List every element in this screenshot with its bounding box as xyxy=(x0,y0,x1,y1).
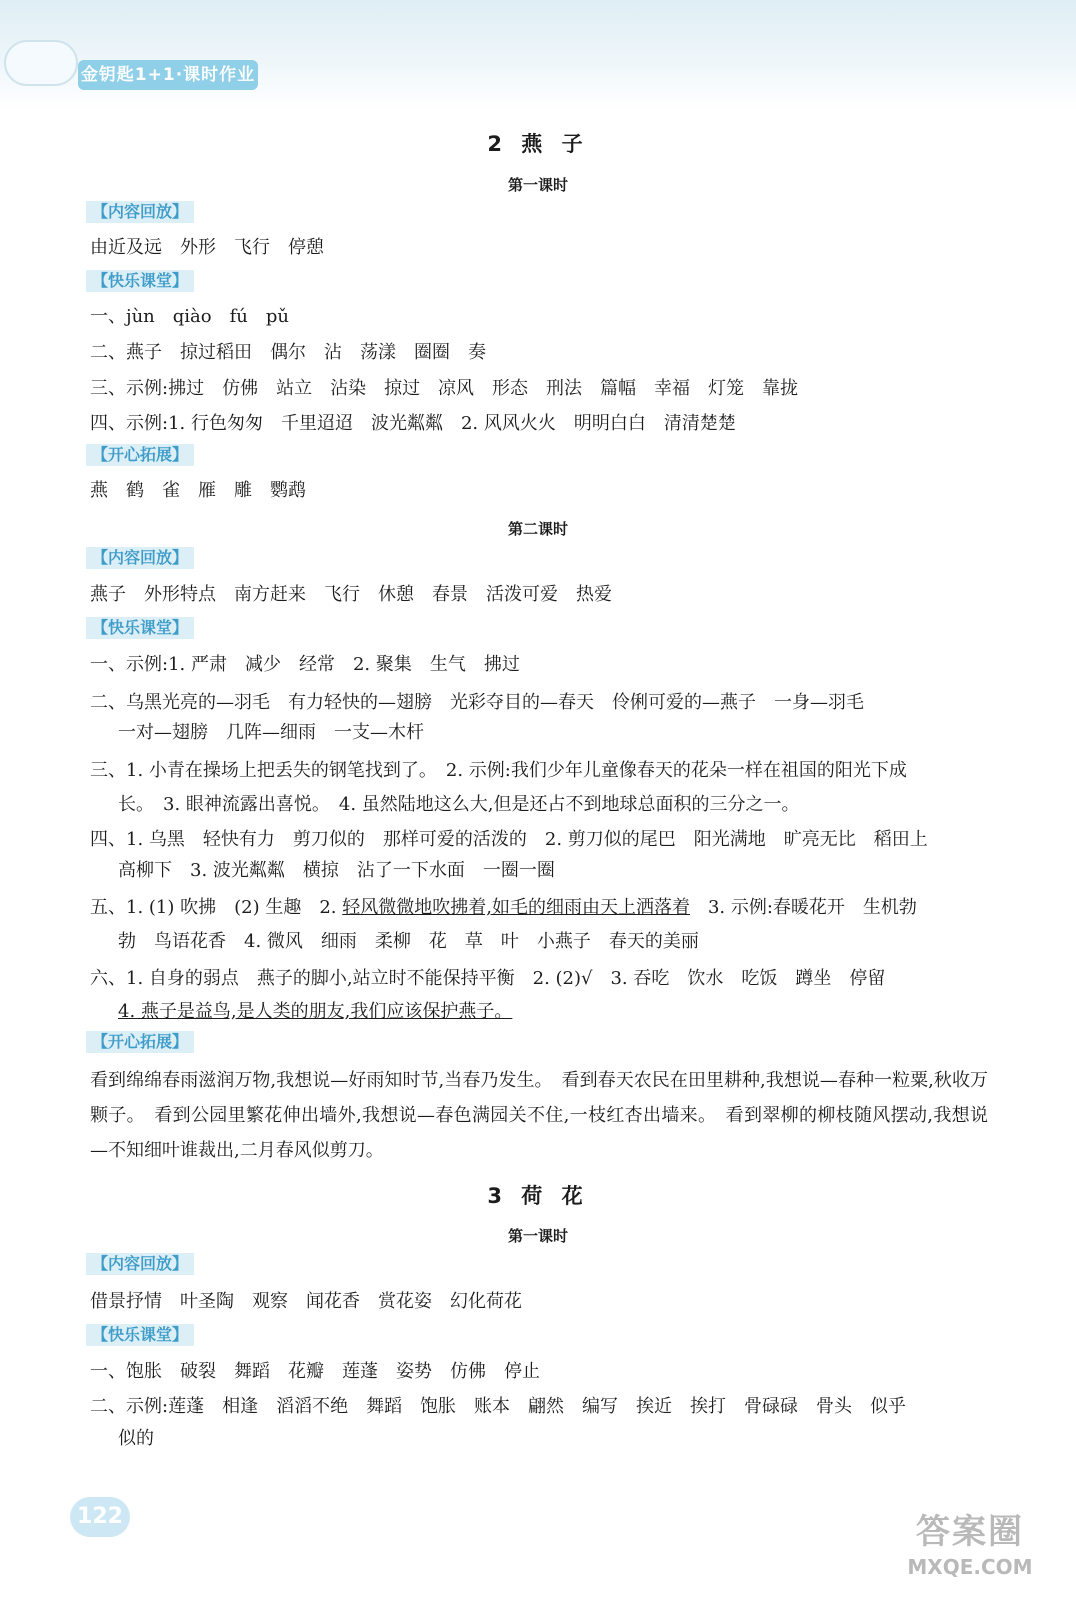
answer-line: 一对—翅膀 几阵—细雨 一支—木杆 xyxy=(118,722,424,743)
page-number: 122 xyxy=(70,1497,130,1537)
answer-line: 四、1. 乌黑 轻快有力 剪刀似的 那样可爱的活泼的 2. 剪刀似的尾巴 阳光满地 旷亮无比 稻田上 xyxy=(90,829,928,850)
answer-line xyxy=(90,896,990,920)
series-title: 金钥匙1+1·课时作业 xyxy=(78,60,258,90)
answer-line: 勃 鸟语花香 4. 微风 细雨 柔柳 花 草 叶 小燕子 春天的美丽 xyxy=(118,931,699,952)
answer-line: 借景抒情 叶圣陶 观察 闻花香 赏花姿 幻化荷花 xyxy=(90,1291,522,1312)
section-tag-review: 【内容回放】 xyxy=(86,547,194,569)
lesson-title: 2 燕 子 xyxy=(487,132,589,156)
answer-line: 三、1. 小青在操场上把丢失的钢笔找到了。 2. 示例:我们少年儿童像春天的花朵一样在祖国的阳光下成 xyxy=(90,760,907,781)
section-tag-class: 【快乐课堂】 xyxy=(86,617,194,639)
answer-line: 一、饱胀 破裂 舞蹈 花瓣 莲蓬 姿势 仿佛 停止 xyxy=(90,1361,540,1382)
watermark-text: 答案圈 xyxy=(916,1512,1024,1552)
underlined-answer: 4. 燕子是益鸟,是人类的朋友,我们应该保护燕子。 xyxy=(118,1001,513,1022)
section-tag-class: 【快乐课堂】 xyxy=(86,1324,194,1346)
section-tag-class: 【快乐课堂】 xyxy=(86,270,194,292)
answer-line: 一、jùn qiào fú pǔ xyxy=(90,306,289,327)
answer-line: 三、示例:拂过 仿佛 站立 沾染 掠过 凉风 形态 刑法 篇幅 幸福 灯笼 靠拢 xyxy=(90,378,799,399)
lesson-title: 3 荷 花 xyxy=(487,1184,589,1208)
answer-line: 燕 鹤 雀 雁 雕 鹦鹉 xyxy=(90,480,306,501)
period-title: 第二课时 xyxy=(507,520,568,538)
answer-line: 长。 3. 眼神流露出喜悦。 4. 虽然陆地这么大,但是还占不到地球总面积的三分之一。 xyxy=(118,794,800,815)
answer-line: 二、示例:莲蓬 相逢 滔滔不绝 舞蹈 饱胀 账本 翩然 编写 挨近 挨打 骨碌碌 骨头 似乎 xyxy=(90,1396,907,1417)
period-title: 第一课时 xyxy=(507,176,568,194)
answer-line: 高柳下 3. 波光粼粼 横掠 沾了一下水面 一圈一圈 xyxy=(118,860,555,881)
section-tag-review: 【内容回放】 xyxy=(86,201,194,223)
underlined-answer: 轻风微微地吹拂着,如毛的细雨由天上洒落着 xyxy=(342,897,690,918)
answer-text: 3. 示例:春暖花开 生机勃 xyxy=(689,897,917,918)
answer-line: 四、示例:1. 行色匆匆 千里迢迢 波光粼粼 2. 风风火火 明明白白 清清楚楚 xyxy=(90,413,736,434)
answer-line: 燕子 外形特点 南方赶来 飞行 休憩 春景 活泼可爱 热爱 xyxy=(90,584,612,605)
answer-line: 一、示例:1. 严肃 减少 经常 2. 聚集 生气 拂过 xyxy=(90,654,520,675)
extend-paragraph: 看到绵绵春雨滋润万物,我想说—好雨知时节,当春乃发生。 看到春天农民在田里耕种,我想说—春种一粒粟,秋收万颗子。 看到公园里繁花伸出墙外,我想说—春色满园关不住,一枝红杏出墙来。 看到翠柳的柳枝随风摆动,我想说—不知细叶谁裁出,二月春风似剪刀。 xyxy=(90,1070,988,1161)
answer-line: 由近及远 外形 飞行 停憩 xyxy=(90,237,324,258)
answer-text: 五、1. (1) 吹拂 (2) 生趣 2. xyxy=(90,897,343,918)
answer-line: 六、1. 自身的弱点 燕子的脚小,站立时不能保持平衡 2. (2)√ 3. 吞吃 饮水 吃饭 蹲坐 停留 xyxy=(90,968,886,989)
period-title: 第一课时 xyxy=(507,1227,568,1245)
section-tag-review: 【内容回放】 xyxy=(86,1253,194,1275)
section-tag-extend: 【开心拓展】 xyxy=(86,1031,194,1053)
answer-line xyxy=(118,1000,1018,1024)
answer-line: 似的 xyxy=(118,1428,154,1449)
answer-line: 二、燕子 掠过稻田 偶尔 沾 荡漾 圈圈 奏 xyxy=(90,342,486,363)
answer-line: 二、乌黑光亮的—羽毛 有力轻快的—翅膀 光彩夺目的—春天 伶俐可爱的—燕子 一身—羽毛 xyxy=(90,692,864,713)
section-tag-extend: 【开心拓展】 xyxy=(86,444,194,466)
watermark-logo xyxy=(885,1510,1055,1590)
watermark-url: MXQE.COM xyxy=(907,1555,1033,1579)
